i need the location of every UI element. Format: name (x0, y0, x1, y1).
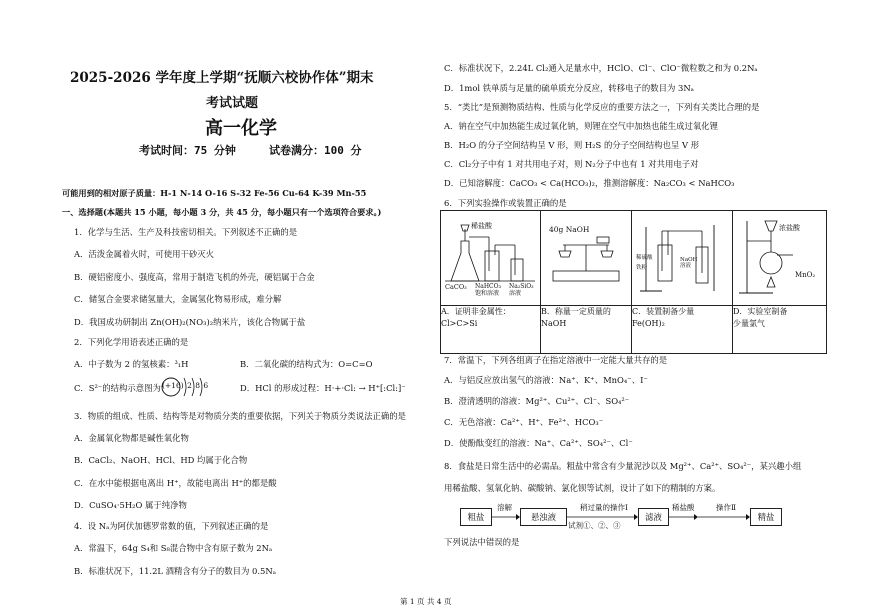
label-nahco3: NaHCO₃ 饱和溶液 (475, 283, 501, 297)
left-line2: D．CuSO₄·5H₂O 属于纯净物 (74, 500, 187, 510)
right-line2: 用稀盐酸、氢氧化钠、碳酸钠、氯化钡等试剂，设计了如下的精制的方案。 (444, 483, 721, 493)
right-line: D．已知溶解度：CaCO₃ < Ca(HCO₃)₂，推测溶解度：Na₂CO₃ < NaHCO₃ (444, 178, 735, 188)
right-line: C．标准状况下，2.24L Cl₂通入足量水中，HClO、Cl⁻、ClO⁻微粒数之和为 0.2Nₐ (444, 63, 758, 73)
flow-arrow-reagent-top: 稍过量的 (580, 503, 610, 512)
left-line2: 4．设 Nₐ为阿伏加德罗常数的值，下列叙述正确的是 (74, 521, 269, 531)
right-line2: A．与铝反应放出氢气的溶液：Na⁺、K⁺、MnO₄⁻、I⁻ (444, 375, 648, 385)
caption-b-line2: NaOH (541, 319, 567, 328)
atomic-masses: 可能用到的相对原子质量：H-1 N-14 O-16 S-32 Fe-56 Cu-64 K-39 Mn-55 (62, 188, 367, 198)
right-line: A．钠在空气中加热能生成过氧化钠，则锂在空气中加热也能生成过氧化锂 (444, 121, 719, 131)
section-one-heading: 一、选择题(本题共 15 小题，每小题 3 分，共 45 分，每小题只有一个选项符合要求。) (62, 207, 382, 217)
right-line2: B．澄清透明的溶液：Mg²⁺、Cu²⁺、Cl⁻、SO₄²⁻ (444, 396, 630, 406)
caption-b-line1: B．称量一定质量的 (541, 307, 611, 316)
left-line: A．活泼金属着火时，可使用干砂灭火 (74, 249, 215, 259)
label-dilute-hcl: 稀盐酸 (471, 222, 492, 230)
label-na2sio3: Na₂SiO₃ 溶液 (509, 283, 534, 297)
sulfide-diagram-text: (+16) 2 8 6 (162, 381, 209, 390)
exam-title-line1: 2025-2026 学年度上学期“抚顺六校协作体”期末 (70, 70, 374, 86)
q2-option-a: A．中子数为 2 的氢核素：³₁H (74, 359, 189, 369)
left-line: D．我国成功研制出 Zn(OH)₂(NO₃)₂纳米片，该化合物属于盐 (74, 317, 306, 327)
label-iron-powder: 铁粉 (636, 265, 648, 271)
left-line: 1．化学与生活、生产及科技密切相关。下列叙述不正确的是 (74, 227, 298, 237)
caption-a-line1: A．证明非金属性： (441, 307, 511, 316)
flow-box-suspension: 悬浊液 (520, 508, 567, 526)
flow-arrow-reagent-bottom: 试剂①、②、③ (568, 521, 621, 530)
caption-d-line1: D．实验室制备 (733, 307, 788, 316)
exam-time-score: 考试时间：75 分钟 试卷满分：100 分 (139, 144, 362, 157)
flow-arrow-dissolve: 溶解 (497, 503, 512, 512)
caption-c-line2: Fe(OH)₂ (632, 319, 665, 328)
right-line: B．H₂O 的分子空间结构呈 V 形，则 H₂S 的分子空间结构也呈 V 形 (444, 140, 700, 150)
q2-option-c: C．S²⁻的结构示意图为： (74, 383, 170, 393)
caption-c-line1: C．装置制备少量 (632, 307, 695, 316)
flow-box-crude-salt: 粗盐 (460, 508, 492, 526)
right-line2: C．无色溶液：Ca²⁺、H⁺、Fe²⁺、HCO₃⁻ (444, 417, 604, 427)
flow-arrow-operation-one: 操作Ⅰ (610, 503, 628, 512)
right-line2: D．使酚酞变红的溶液：Na⁺、Ca²⁺、SO₄²⁻、Cl⁻ (444, 438, 633, 448)
left-line2: A．常温下，64g S₄和 S₈混合物中含有原子数为 2Nₐ (74, 543, 273, 553)
flow-arrow-operation-two: 操作Ⅱ (716, 503, 737, 512)
label-caco3: CaCO₃ (445, 283, 467, 291)
right-line: C．Cl₂分子中有 1 对共用电子对，则 N₂分子中也有 1 对共用电子对 (444, 159, 699, 169)
left-line2: A．金属氧化物都是碱性氧化物 (74, 433, 189, 443)
left-line: B．硬铝密度小、强度高，常用于制造飞机的外壳，硬铝属于合金 (74, 272, 315, 282)
flow-arrow-dilute-hcl: 稀盐酸 (672, 503, 695, 512)
label-dilute-h2so4: 稀硫酸 (636, 255, 653, 261)
q2-option-b: B．二氧化碳的结构式为：O=C=O (240, 359, 373, 369)
left-line: 2．下列化学用语表述正确的是 (74, 337, 189, 347)
left-line: C．储氢合金要求储氢量大，金属氢化物易形成，难分解 (74, 294, 282, 304)
left-line2: B．标准状况下，11.2L 酒精含有分子的数目为 0.5Nₐ (74, 566, 276, 576)
caption-a-line2: Cl>C>Si (441, 319, 478, 328)
q2-option-d: D．HCl 的形成过程：H·+·Cl: → H⁺[:Cl:]⁻ (240, 383, 406, 393)
label-naoh-solution: NaOH 溶液 (680, 257, 698, 269)
label-mno2: MnO₂ (795, 271, 816, 279)
q8-question-line: 下列说法中错误的是 (444, 537, 520, 547)
exam-title-line2: 考试试题 (206, 96, 259, 111)
right-line2: 8．食盐是日常生活中的必需品。粗盐中常含有少量泥沙以及 Mg²⁺、Ca²⁺、SO₄²⁻，某兴趣小组 (444, 461, 802, 471)
label-conc-hcl: 浓盐酸 (779, 224, 800, 232)
right-line2: 7．常温下，下列各组离子在指定溶液中一定能大量共存的是 (444, 355, 668, 365)
left-line2: C．在水中能根据电离出 H⁺，故能电离出 H⁺的都是酸 (74, 478, 277, 488)
page-footer: 第 1 页 共 4 页 (400, 597, 452, 606)
flow-box-filtrate: 滤液 (638, 508, 669, 526)
label-naoh-mass: 40g NaOH (549, 225, 590, 234)
left-line2: 3．物质的组成、性质、结构等是对物质分类的重要依据，下列关于物质分类说法正确的是 (74, 411, 406, 421)
left-line2: B．CaCl₂、NaOH、HCl、HD 均属于化合物 (74, 455, 248, 465)
caption-d-line2: 少量氯气 (733, 319, 765, 328)
right-line: 6．下列实验操作或装置正确的是 (444, 198, 567, 208)
flow-box-refined-salt: 精盐 (750, 508, 782, 526)
right-line: D．1mol 铁单质与足量的硫单质充分反应，转移电子的数目为 3Nₐ (444, 83, 694, 93)
right-line: 5．“类比”是预测物质结构、性质与化学反应的重要方法之一，下列有关类比合理的是 (444, 102, 760, 112)
subject-title: 高一化学 (205, 118, 277, 139)
